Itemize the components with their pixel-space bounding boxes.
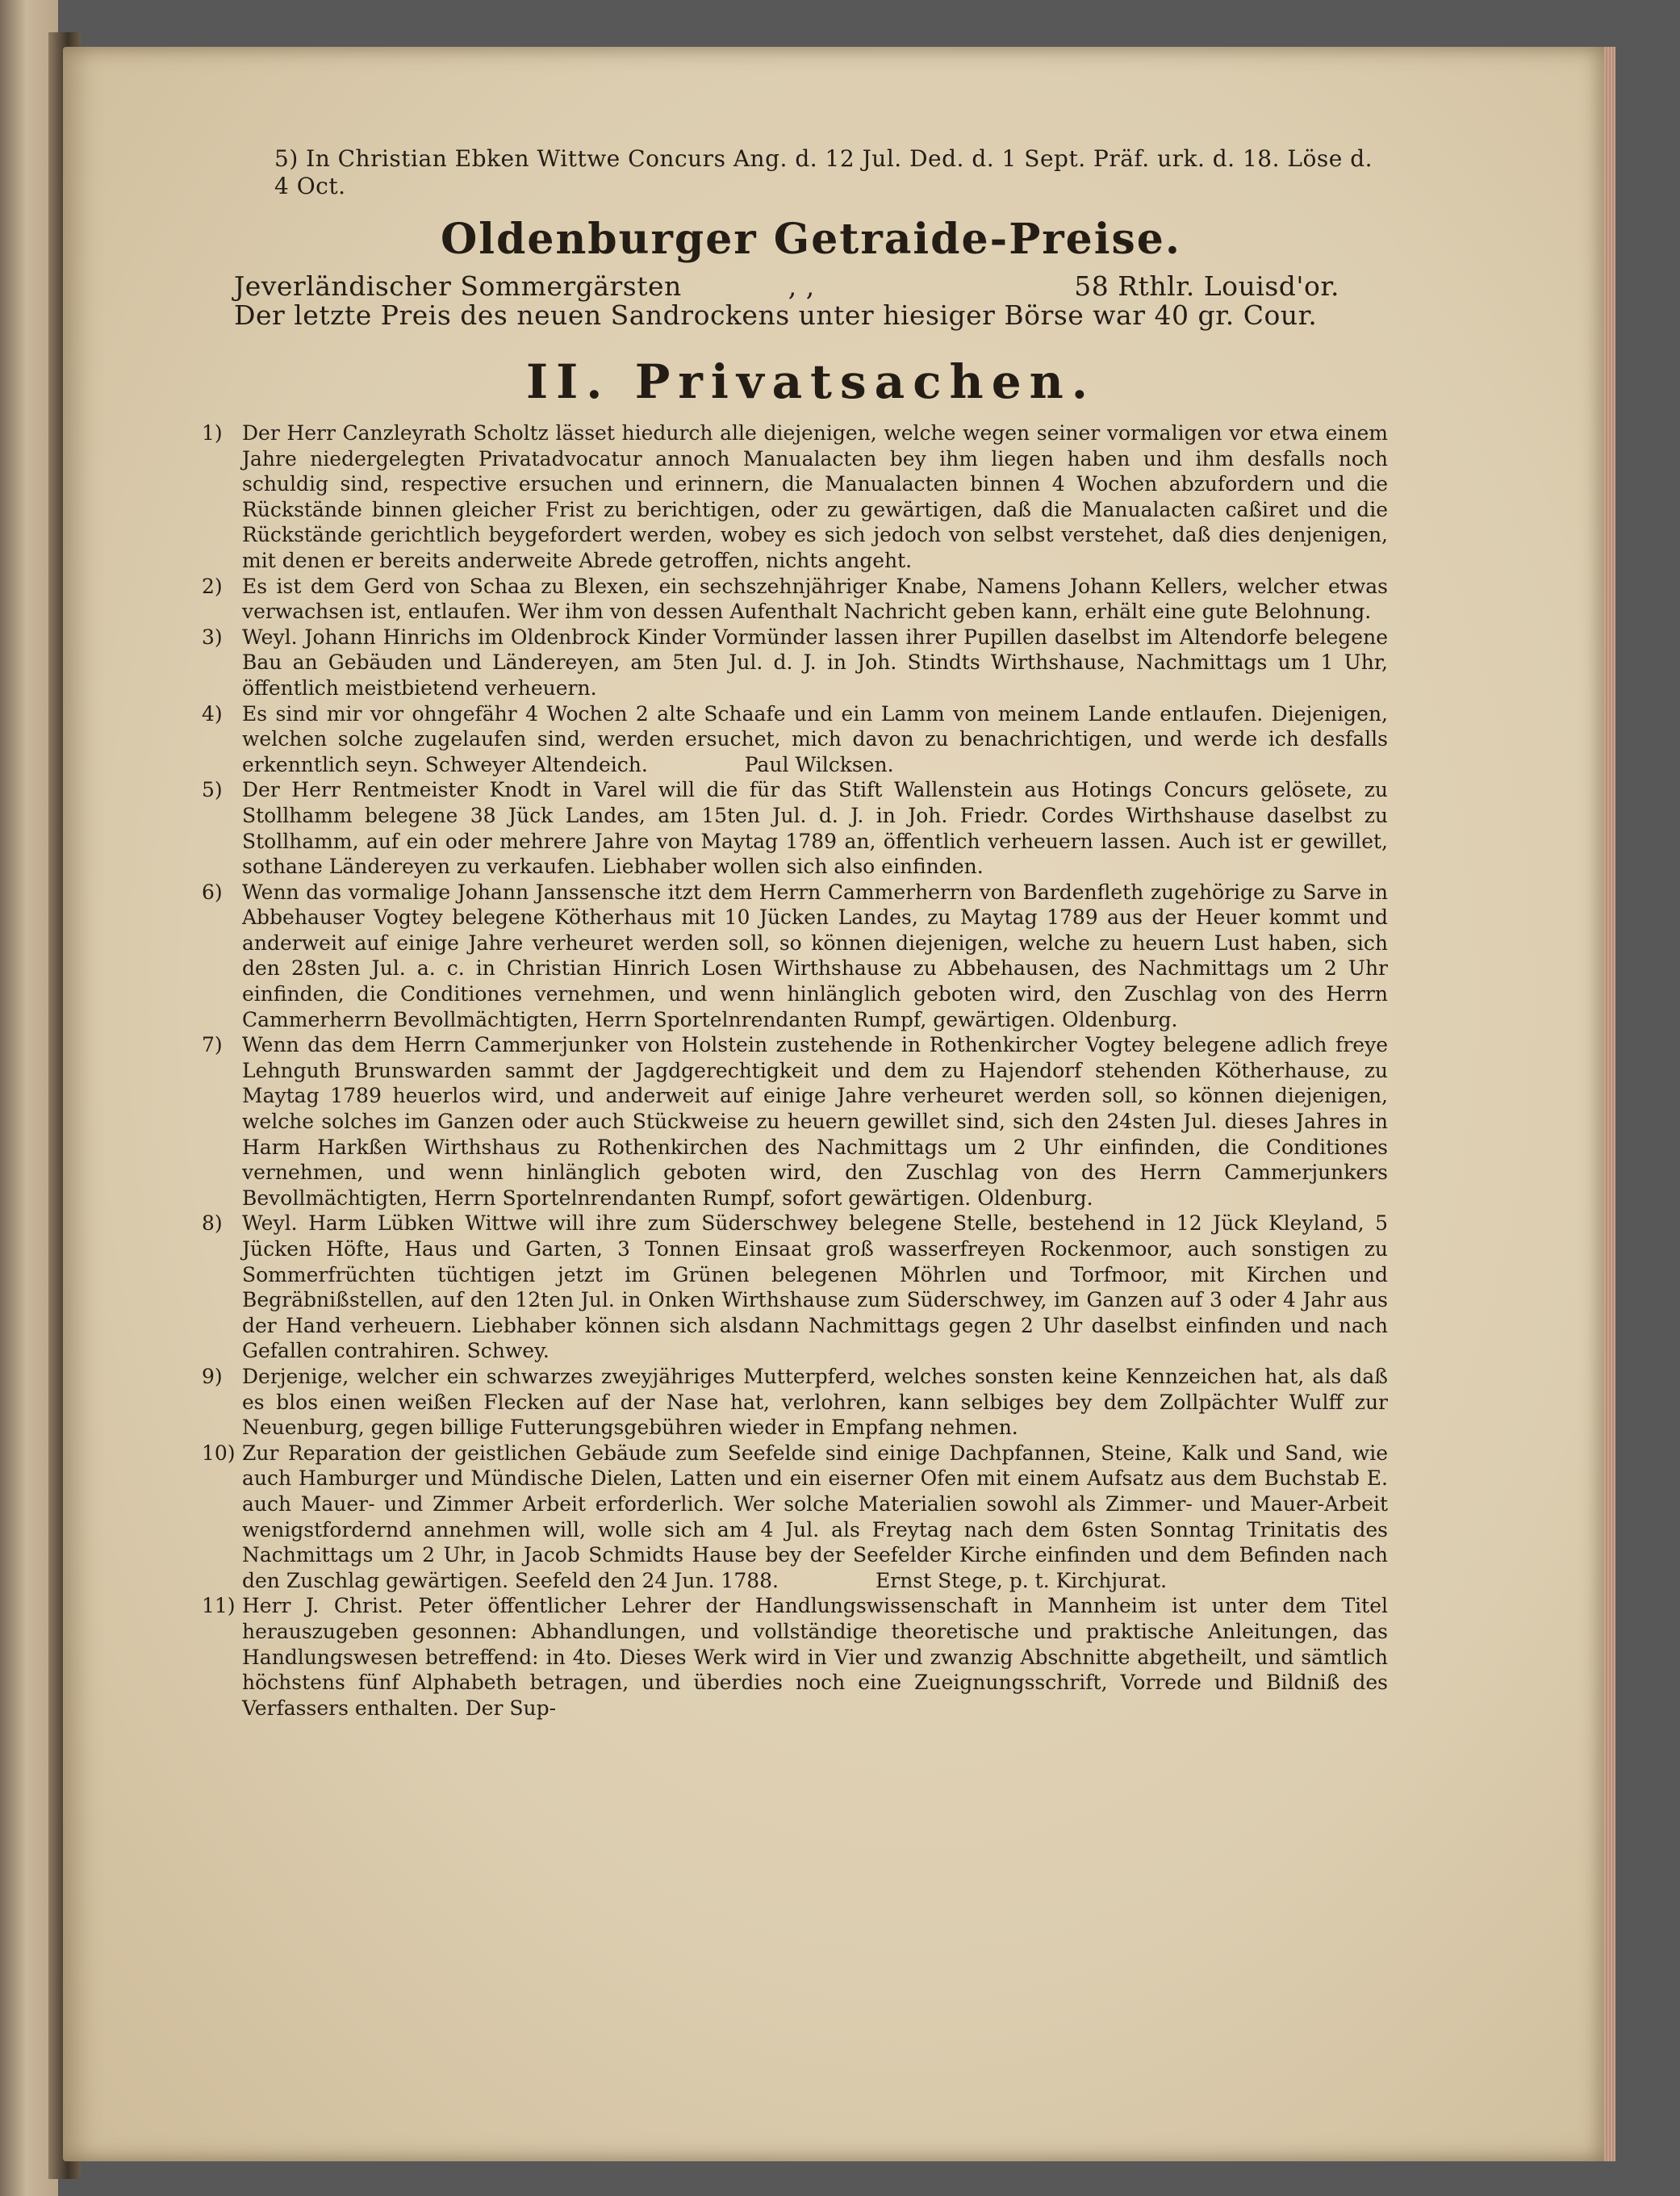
entry-text: Es sind mir vor ohngefähr 4 Wochen 2 alte Schaafe und ein Lamm von meinem Lande entlaufen. Diejenigen, welchen solche zugelaufen sind, werden ersuchet, mich davon zu benachrichtigen, und werde ich desfalls erkenntlich seyn. Schweyer Altendeich.: [242, 701, 1388, 776]
private-entry: [202, 880, 1388, 1033]
grain-price-value: 58 Rthlr. Louisd'or.: [1074, 270, 1339, 302]
private-entry: [202, 1364, 1388, 1441]
private-entry: [202, 1032, 1388, 1211]
entry-number: 6): [202, 880, 223, 904]
entry-text: Wenn das dem Herrn Cammerjunker von Holstein zustehende in Rothenkircher Vogtey belegene adlich freye Lehnguth Brunswarden sammt der Jagdgerechtigkeit und dem zu Hajendorf stehenden Kötherhause, zu Maytag 1789 heuerlos wird, und anderweit auf einige Jahre verheuret werden soll, so können diejenigen, welche solches im Ganzen oder auch Stückweise zu heuern gewillet sind, sich den 24sten Jul. dieses Jahres in Harm Harkßen Wirthshaus zu Rothenkirchen des Nachmittags um 2 Uhr einfinden, die Conditiones vernehmen, und wenn hinlänglich geboten wird, den Zuschlag von des Herrn Cammerjunkers Bevollmächtigten, Herrn Sportelnrendanten Rumpf, sofort gewärtigen. Oldenburg.: [242, 1033, 1388, 1210]
entry-text: Herr J. Christ. Peter öffentlicher Lehrer der Handlungswissenschaft in Mannheim ist unter dem Titel herauszugeben gesonnen: Abhandlungen, und vollständige theoretische und praktische Anleitungen, das Handlungswesen betreffend: in 4to. Dieses Werk wird in Vier und zwanzig Abschnitte abgetheilt, und sämtlich höchstens fünf Alphabeth betragen, und überdies noch eine Zueignungsschrift, Vorrede und Bildniß des Verfassers enthalten. Der Sup-: [242, 1594, 1388, 1720]
private-entry: [202, 420, 1388, 574]
private-entry: [202, 625, 1388, 701]
concurs-entry: 5) In Christian Ebken Wittwe Concurs Ang. d. 12 Jul. Ded. d. 1 Sept. Präf. urk. d. 18. Löse d. 4 Oct.: [274, 145, 1373, 199]
entry-number: 11): [202, 1594, 236, 1618]
entry-number: 9): [202, 1364, 223, 1388]
grain-price-label: Jeverländischer Sommergärsten: [234, 270, 682, 302]
private-section-title: II. Privatsachen.: [526, 354, 1096, 409]
entry-text: Der Herr Rentmeister Knodt in Varel will die für das Stift Wallenstein aus Hotings Concurs gelösete, zu Stollhamm belegene 38 Jück Landes, am 15ten Jul. d. J. in Joh. Friedr. Cordes Wirthshause daselbst zu Stollhamm, auf ein oder mehrere Jahre von Maytag 1789 an, öffentlich verheuern lassen. Auch ist er gewillet, sothane Ländereyen zu verkaufen. Liebhaber wollen sich also einfinden.: [242, 778, 1388, 879]
private-entries-list: [202, 420, 1388, 1721]
private-entry: [202, 574, 1388, 625]
grain-prices-title: Oldenburger Getraide-Preise.: [441, 215, 1181, 264]
entry-text: Zur Reparation der geistlichen Gebäude zum Seefelde sind einige Dachpfannen, Steine, Kalk und Sand, wie auch Hamburger und Mündische Dielen, Latten und ein eiserner Ofen mit einem Aufsatz aus dem Buchstab E. auch Mauer- und Zimmer Arbeit erforderlich. Wer solche Materialien sowohl als Zimmer- und Mauer-Arbeit wenigstfordernd annehmen will, wolle sich am 4 Jul. als Freytag nach dem 6sten Sonntag Trinitatis des Nachmittags um 2 Uhr, in Jacob Schmidts Hause bey der Seefelder Kirche einfinden und dem Befinden nach den Zuschlag gewärtigen. Seefeld den 24 Jun. 1788.: [242, 1441, 1388, 1592]
entry-number: 4): [202, 701, 223, 726]
private-entry: [202, 701, 1388, 778]
entry-text: Weyl. Harm Lübken Wittwe will ihre zum Süderschwey belegene Stelle, bestehend in 12 Jück Kleyland, 5 Jücken Höfte, Haus und Garten, 3 Tonnen Einsaat groß wasserfreyen Rockenmoor, auch sonstigen zu Sommerfrüchten tüchtigen jetzt im Grünen belegenen Möhrlen und Torfmoor, mit Kirchen und Begräbnißstellen, auf den 12ten Jul. in Onken Wirthshause zum Süderschwey, im Ganzen auf 3 oder 4 Jahr aus der Hand verheuern. Liebhaber können sich alsdann Nachmittags gegen 2 Uhr daselbst einfinden und nach Gefallen contrahiren. Schwey.: [242, 1211, 1388, 1363]
entry-text: Es ist dem Gerd von Schaa zu Blexen, ein sechszehnjähriger Knabe, Namens Johann Kellers, welcher etwas verwachsen ist, entlaufen. Wer ihm von dessen Aufenthalt Nachricht geben kann, erhält eine gute Belohnung.: [242, 574, 1388, 624]
entry-number: 10): [202, 1441, 236, 1465]
entry-number: 5): [202, 778, 223, 802]
grain-price-separators: , ,: [788, 270, 815, 302]
entry-text: Derjenige, welcher ein schwarzes zweyjähriges Mutterpferd, welches sonsten keine Kennzeichen hat, als daß es blos einen weißen Flecken auf der Nase hat, verlohren, kann selbiges bey dem Zollpächter Wulff zur Neuenburg, gegen billige Futterungsgebühren wieder in Empfang nehmen.: [242, 1364, 1388, 1440]
entry-number: 1): [202, 421, 223, 445]
entry-text: Weyl. Johann Hinrichs im Oldenbrock Kinder Vormünder lassen ihrer Pupillen daselbst im Altendorfe belegene Bau an Gebäuden und Ländereyen, am 5ten Jul. d. J. in Joh. Stindts Wirthshause, Nachmittags um 1 Uhr, öffentlich meistbietend verheuern.: [242, 625, 1388, 700]
entry-number: 7): [202, 1033, 223, 1057]
entry-number: 2): [202, 574, 223, 598]
entry-text: Der Herr Canzleyrath Scholtz lässet hiedurch alle diejenigen, welche wegen seiner vormaligen vor etwa einem Jahre niedergelegten Privatadvocatur annoch Manualacten bey ihm liegen haben und ihm desfalls noch schuldig sind, respective ersuchen und erinnern, die Manualacten binnen 4 Wochen abzufordern und die Rückstände binnen gleicher Frist zu berichtigen, oder zu gewärtigen, daß die Manualacten caßiret und die Rückstände gerichtlich beygefordert werden, wobey es sich jedoch von selbst verstehet, daß dies denjenigen, mit denen er bereits anderweite Abrede getroffen, nichts angeht.: [242, 421, 1388, 572]
entry-signature: Ernst Stege, p. t. Kirchjurat.: [876, 1568, 1168, 1592]
grain-price-line-1: [234, 272, 1388, 301]
private-entry: [202, 1211, 1388, 1364]
entry-number: 3): [202, 625, 223, 649]
page-content: [202, 145, 1388, 1721]
entry-number: 8): [202, 1211, 223, 1236]
entry-signature: Paul Wilcksen.: [744, 752, 894, 776]
grain-price-line-2: Der letzte Preis des neuen Sandrockens unter hiesiger Börse war 40 gr. Cour.: [234, 299, 1318, 331]
private-entry: [202, 1593, 1388, 1721]
private-entry: [202, 777, 1388, 879]
page-edge-stack: [1604, 47, 1615, 2161]
entry-text: Wenn das vormalige Johann Janssensche itzt dem Herrn Cammerherrn von Bardenfleth zugehörige zu Sarve in Abbehauser Vogtey belegene Kötherhaus mit 10 Jücken Landes, zu Maytag 1789 aus der Heuer kommt und anderweit auf einige Jahre verheuret werden soll, so können diejenigen, welche zu heuern Lust haben, sich den 28sten Jul. a. c. in Christian Hinrich Losen Wirthshause zu Abbehausen, des Nachmittags um 2 Uhr einfinden, die Conditiones vernehmen, und wenn hinlänglich geboten wird, den Zuschlag von des Herrn Cammerherrn Bevollmächtigten, Herrn Sportelnrendanten Rumpf, gewärtigen. Oldenburg.: [242, 880, 1388, 1031]
private-entry: [202, 1441, 1388, 1594]
